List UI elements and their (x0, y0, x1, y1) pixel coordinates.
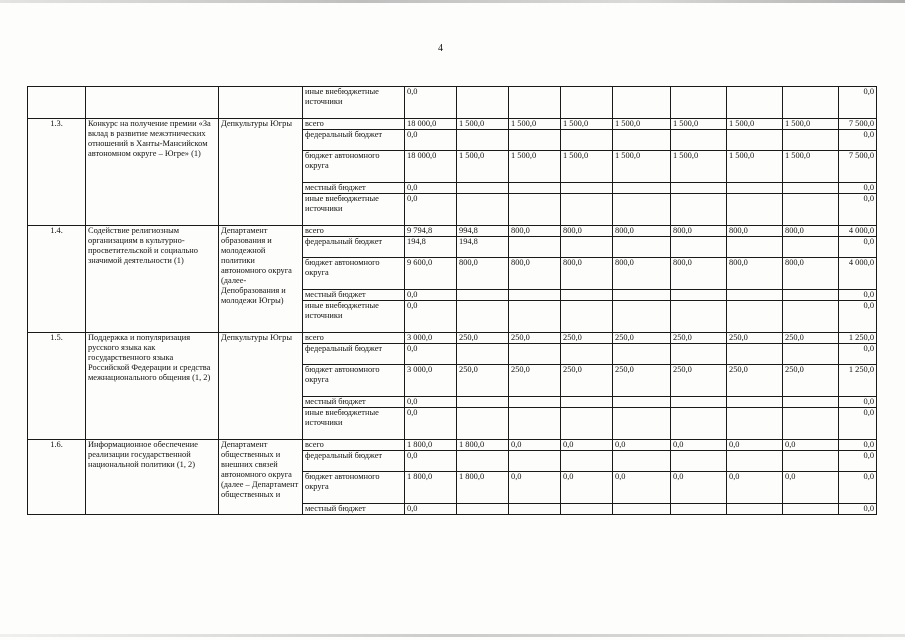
funding-source: бюджет автономного округа (303, 365, 405, 397)
value-cell (727, 237, 783, 258)
funding-source: всего (303, 226, 405, 237)
value-cell (727, 344, 783, 365)
table-row (28, 226, 877, 237)
value-cell: 1 500,0 (457, 119, 509, 130)
value-cell: 1 800,0 (405, 472, 457, 504)
value-cell: 800,0 (561, 226, 613, 237)
value-cell: 3 000,0 (405, 333, 457, 344)
value-cell (613, 290, 671, 301)
value-cell: 250,0 (727, 365, 783, 397)
value-cell: 250,0 (671, 333, 727, 344)
value-cell (457, 408, 509, 440)
program-index: 1.6. (28, 440, 86, 515)
value-cell (561, 504, 613, 515)
value-cell (727, 301, 783, 333)
program-executor: Департамент общественных и внешних связей автономного округа (далее – Департамент общественных и (219, 440, 303, 515)
value-cell: 9 600,0 (405, 258, 457, 290)
value-cell (613, 504, 671, 515)
value-cell: 800,0 (509, 258, 561, 290)
value-cell (509, 397, 561, 408)
funding-source: бюджет автономного округа (303, 472, 405, 504)
value-cell (613, 130, 671, 151)
value-cell (457, 301, 509, 333)
value-cell (671, 451, 727, 472)
value-cell: 0,0 (839, 130, 877, 151)
table-row (28, 87, 877, 119)
value-cell (509, 87, 561, 119)
value-cell: 0,0 (405, 451, 457, 472)
value-cell (509, 301, 561, 333)
funding-source: федеральный бюджет (303, 451, 405, 472)
value-cell (561, 194, 613, 226)
value-cell (671, 301, 727, 333)
program-executor: Депкультуры Югры (219, 333, 303, 440)
value-cell: 250,0 (727, 333, 783, 344)
value-cell (613, 408, 671, 440)
value-cell (727, 290, 783, 301)
value-cell: 250,0 (561, 365, 613, 397)
value-cell: 250,0 (613, 333, 671, 344)
value-cell: 0,0 (405, 408, 457, 440)
value-cell (783, 194, 839, 226)
value-cell: 800,0 (613, 226, 671, 237)
value-cell (509, 130, 561, 151)
value-cell (509, 344, 561, 365)
value-cell (727, 504, 783, 515)
value-cell: 1 500,0 (509, 151, 561, 183)
value-cell: 250,0 (561, 333, 613, 344)
value-cell: 0,0 (783, 440, 839, 451)
table-row (28, 440, 877, 451)
value-cell (783, 290, 839, 301)
value-cell (671, 504, 727, 515)
value-cell: 0,0 (405, 504, 457, 515)
value-cell: 0,0 (613, 472, 671, 504)
value-cell: 0,0 (727, 440, 783, 451)
funding-source: федеральный бюджет (303, 344, 405, 365)
value-cell: 800,0 (457, 258, 509, 290)
value-cell: 0,0 (839, 397, 877, 408)
value-cell (457, 183, 509, 194)
value-cell: 0,0 (839, 504, 877, 515)
value-cell (457, 290, 509, 301)
table-row (28, 333, 877, 344)
value-cell (783, 451, 839, 472)
value-cell: 4 000,0 (839, 258, 877, 290)
value-cell (561, 451, 613, 472)
program-index: 1.3. (28, 119, 86, 226)
value-cell (509, 237, 561, 258)
funding-source: иные внебюджетные источники (303, 408, 405, 440)
value-cell: 1 500,0 (613, 151, 671, 183)
value-cell (671, 344, 727, 365)
value-cell: 0,0 (839, 301, 877, 333)
value-cell: 800,0 (509, 226, 561, 237)
value-cell (457, 344, 509, 365)
value-cell (561, 397, 613, 408)
value-cell: 250,0 (509, 333, 561, 344)
value-cell: 18 000,0 (405, 151, 457, 183)
value-cell: 1 500,0 (671, 119, 727, 130)
value-cell (613, 237, 671, 258)
value-cell: 0,0 (783, 472, 839, 504)
executor-cell (219, 87, 303, 119)
value-cell: 0,0 (405, 194, 457, 226)
value-cell: 800,0 (783, 226, 839, 237)
value-cell: 1 500,0 (783, 119, 839, 130)
value-cell: 0,0 (561, 472, 613, 504)
value-cell: 0,0 (405, 87, 457, 119)
program-name: Информационное обеспечение реализации государственной национальной политики (1, 2) (86, 440, 219, 515)
value-cell (509, 290, 561, 301)
value-cell (727, 397, 783, 408)
value-cell (727, 194, 783, 226)
value-cell (613, 344, 671, 365)
value-cell: 0,0 (671, 440, 727, 451)
value-cell (783, 87, 839, 119)
value-cell (671, 408, 727, 440)
funding-source: всего (303, 333, 405, 344)
program-name: Конкурс на получение премии «За вклад в развитие межэтнических отношений в Ханты-Мансийском автономном округе – Югре» (1) (86, 119, 219, 226)
value-cell (783, 408, 839, 440)
funding-source: федеральный бюджет (303, 130, 405, 151)
value-cell: 0,0 (839, 472, 877, 504)
funding-source: иные внебюджетные источники (303, 194, 405, 226)
value-cell (727, 451, 783, 472)
scan-edge-bottom (0, 634, 905, 637)
value-cell (671, 290, 727, 301)
value-cell (783, 344, 839, 365)
value-cell (561, 301, 613, 333)
funding-source: всего (303, 440, 405, 451)
value-cell: 250,0 (457, 333, 509, 344)
value-cell (509, 194, 561, 226)
value-cell: 7 500,0 (839, 119, 877, 130)
value-cell (509, 451, 561, 472)
funding-source: бюджет автономного округа (303, 258, 405, 290)
value-cell: 0,0 (405, 290, 457, 301)
value-cell: 0,0 (405, 397, 457, 408)
value-cell (613, 183, 671, 194)
value-cell (509, 183, 561, 194)
source-cell: иные внебюджетные источники (303, 87, 405, 119)
idx-cell (28, 87, 86, 119)
value-cell (561, 183, 613, 194)
value-cell (783, 301, 839, 333)
value-cell: 1 250,0 (839, 333, 877, 344)
name-cell (86, 87, 219, 119)
value-cell: 0,0 (839, 194, 877, 226)
value-cell: 0,0 (509, 472, 561, 504)
scan-edge-top (0, 0, 905, 3)
value-cell: 1 800,0 (457, 472, 509, 504)
value-cell: 800,0 (671, 258, 727, 290)
value-cell: 250,0 (783, 365, 839, 397)
value-cell (671, 130, 727, 151)
value-cell (613, 194, 671, 226)
value-cell (457, 130, 509, 151)
funding-source: всего (303, 119, 405, 130)
program-name: Содействие религиозным организациям в культурно-просветительской и социально значимой деятельности (1) (86, 226, 219, 333)
value-cell (509, 408, 561, 440)
value-cell: 0,0 (839, 451, 877, 472)
value-cell: 0,0 (671, 472, 727, 504)
table-row (28, 119, 877, 130)
value-cell: 0,0 (509, 440, 561, 451)
program-name: Поддержка и популяризация русского языка как государственного языка Российской Федерации и средства межнационального общения (1, 2) (86, 333, 219, 440)
value-cell: 0,0 (839, 183, 877, 194)
program-executor: Департамент образования и молодежной политики автономного округа (далее-Депобразования и молодежи Югры) (219, 226, 303, 333)
table-body (28, 87, 877, 515)
budget-table (27, 86, 877, 515)
value-cell (613, 397, 671, 408)
value-cell (561, 290, 613, 301)
value-cell: 0,0 (839, 237, 877, 258)
value-cell (561, 344, 613, 365)
value-cell: 1 500,0 (727, 119, 783, 130)
value-cell: 800,0 (727, 226, 783, 237)
value-cell (783, 183, 839, 194)
value-cell: 1 500,0 (727, 151, 783, 183)
value-cell: 0,0 (839, 408, 877, 440)
value-cell: 0,0 (839, 344, 877, 365)
value-cell (727, 183, 783, 194)
value-cell (457, 504, 509, 515)
value-cell (727, 408, 783, 440)
value-cell: 1 500,0 (783, 151, 839, 183)
value-cell: 0,0 (613, 440, 671, 451)
value-cell (783, 397, 839, 408)
value-cell: 0,0 (727, 472, 783, 504)
value-cell: 1 500,0 (671, 151, 727, 183)
value-cell: 250,0 (509, 365, 561, 397)
value-cell (671, 237, 727, 258)
program-index: 1.5. (28, 333, 86, 440)
value-cell: 1 500,0 (509, 119, 561, 130)
value-cell (509, 504, 561, 515)
funding-source: иные внебюджетные источники (303, 301, 405, 333)
value-cell: 0,0 (405, 183, 457, 194)
value-cell (613, 301, 671, 333)
value-cell: 250,0 (613, 365, 671, 397)
value-cell: 18 000,0 (405, 119, 457, 130)
value-cell: 0,0 (405, 130, 457, 151)
value-cell: 1 500,0 (561, 119, 613, 130)
value-cell: 994,8 (457, 226, 509, 237)
value-cell: 0,0 (839, 290, 877, 301)
funding-source: местный бюджет (303, 290, 405, 301)
value-cell (457, 194, 509, 226)
value-cell (783, 504, 839, 515)
value-cell (671, 397, 727, 408)
value-cell: 7 500,0 (839, 151, 877, 183)
value-cell: 0,0 (405, 301, 457, 333)
value-cell (613, 451, 671, 472)
program-executor: Депкультуры Югры (219, 119, 303, 226)
value-cell: 1 800,0 (405, 440, 457, 451)
value-cell (727, 130, 783, 151)
value-cell (457, 451, 509, 472)
funding-source: местный бюджет (303, 504, 405, 515)
value-cell: 0,0 (561, 440, 613, 451)
value-cell: 250,0 (457, 365, 509, 397)
value-cell (783, 237, 839, 258)
value-cell: 1 500,0 (613, 119, 671, 130)
value-cell (561, 237, 613, 258)
value-cell: 1 500,0 (457, 151, 509, 183)
value-cell (671, 194, 727, 226)
value-cell: 4 000,0 (839, 226, 877, 237)
value-cell: 250,0 (671, 365, 727, 397)
funding-source: бюджет автономного округа (303, 151, 405, 183)
value-cell: 800,0 (561, 258, 613, 290)
funding-source: местный бюджет (303, 183, 405, 194)
funding-source: местный бюджет (303, 397, 405, 408)
value-cell: 0,0 (839, 87, 877, 119)
value-cell: 0,0 (405, 344, 457, 365)
value-cell (671, 87, 727, 119)
value-cell (613, 87, 671, 119)
value-cell (561, 130, 613, 151)
value-cell: 800,0 (727, 258, 783, 290)
value-cell: 800,0 (671, 226, 727, 237)
value-cell (457, 397, 509, 408)
value-cell: 0,0 (839, 440, 877, 451)
program-index: 1.4. (28, 226, 86, 333)
value-cell (561, 87, 613, 119)
value-cell: 800,0 (783, 258, 839, 290)
page-number: 4 (438, 43, 443, 54)
value-cell: 194,8 (457, 237, 509, 258)
value-cell: 3 000,0 (405, 365, 457, 397)
value-cell: 250,0 (783, 333, 839, 344)
value-cell: 194,8 (405, 237, 457, 258)
value-cell (671, 183, 727, 194)
value-cell (727, 87, 783, 119)
value-cell: 1 250,0 (839, 365, 877, 397)
value-cell (457, 87, 509, 119)
value-cell: 800,0 (613, 258, 671, 290)
value-cell (783, 130, 839, 151)
value-cell (561, 408, 613, 440)
funding-source: федеральный бюджет (303, 237, 405, 258)
value-cell: 1 800,0 (457, 440, 509, 451)
value-cell: 1 500,0 (561, 151, 613, 183)
value-cell: 9 794,8 (405, 226, 457, 237)
